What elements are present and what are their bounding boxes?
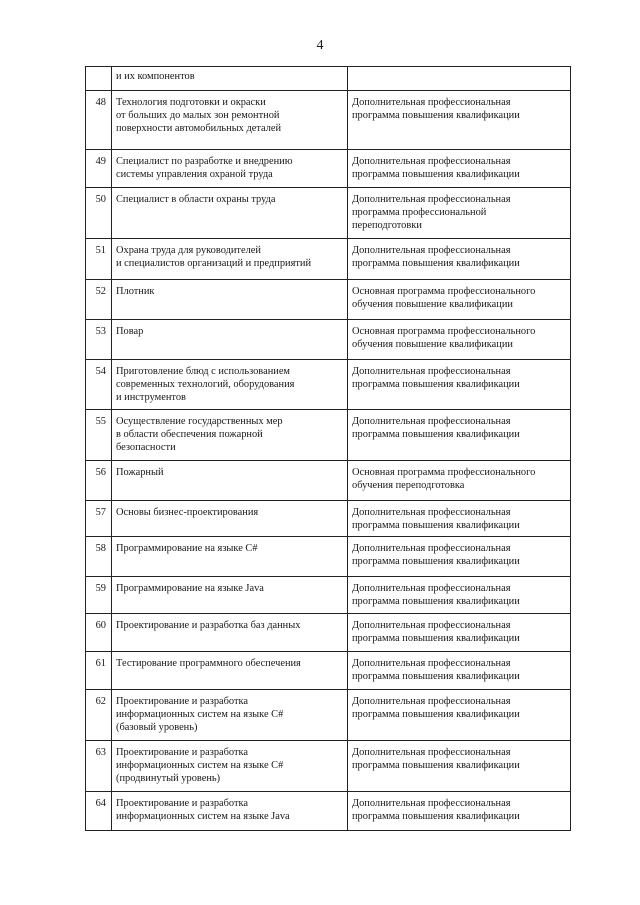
row-number: 50	[86, 188, 112, 239]
program-name: Плотник	[112, 280, 348, 320]
row-number: 61	[86, 652, 112, 690]
program-type	[348, 67, 571, 91]
program-type: Дополнительная профессиональная программа повышения квалификации	[348, 537, 571, 577]
program-type: Дополнительная профессиональная программа повышения квалификации	[348, 91, 571, 150]
row-number: 63	[86, 741, 112, 792]
row-number	[86, 67, 112, 91]
program-name: Повар	[112, 320, 348, 360]
program-type: Основная программа профессионального обучения переподготовка	[348, 461, 571, 501]
table-row	[86, 280, 571, 320]
table-row	[86, 652, 571, 690]
program-type: Дополнительная профессиональная программа повышения квалификации	[348, 239, 571, 280]
program-name: Программирование на языке C#	[112, 537, 348, 577]
row-number: 64	[86, 792, 112, 831]
row-number: 54	[86, 360, 112, 410]
program-name: Охрана труда для руководителей и специалистов организаций и предприятий	[112, 239, 348, 280]
program-type: Дополнительная профессиональная программа повышения квалификации	[348, 614, 571, 652]
program-type: Дополнительная профессиональная программа повышения квалификации	[348, 360, 571, 410]
table-row	[86, 690, 571, 741]
program-name: Проектирование и разработка информационных систем на языке C# (базовый уровень)	[112, 690, 348, 741]
program-name: Проектирование и разработка баз данных	[112, 614, 348, 652]
row-number: 59	[86, 577, 112, 614]
program-type: Основная программа профессионального обучения повышение квалификации	[348, 320, 571, 360]
program-type: Основная программа профессионального обучения повышение квалификации	[348, 280, 571, 320]
program-type: Дополнительная профессиональная программа повышения квалификации	[348, 741, 571, 792]
table-row	[86, 792, 571, 831]
program-name: Проектирование и разработка информационных систем на языке C# (продвинутый уровень)	[112, 741, 348, 792]
program-name: Проектирование и разработка информационных систем на языке Java	[112, 792, 348, 831]
row-number: 56	[86, 461, 112, 501]
programs-table-body	[86, 67, 571, 831]
program-type: Дополнительная профессиональная программа повышения квалификации	[348, 501, 571, 537]
table-row	[86, 537, 571, 577]
table-row	[86, 741, 571, 792]
row-number: 60	[86, 614, 112, 652]
row-number: 53	[86, 320, 112, 360]
program-name: и их компонентов	[112, 67, 348, 91]
table-row	[86, 150, 571, 188]
row-number: 58	[86, 537, 112, 577]
program-type: Дополнительная профессиональная программа повышения квалификации	[348, 577, 571, 614]
page-number: 4	[316, 38, 324, 53]
program-name: Пожарный	[112, 461, 348, 501]
program-name: Специалист в области охраны труда	[112, 188, 348, 239]
program-name: Основы бизнес-проектирования	[112, 501, 348, 537]
program-name: Технология подготовки и окраски от больших до малых зон ремонтной поверхности автомобильных деталей	[112, 91, 348, 150]
row-number: 57	[86, 501, 112, 537]
row-number: 51	[86, 239, 112, 280]
table-row	[86, 320, 571, 360]
program-type: Дополнительная профессиональная программа повышения квалификации	[348, 150, 571, 188]
program-name: Тестирование программного обеспечения	[112, 652, 348, 690]
table-row	[86, 410, 571, 461]
program-type: Дополнительная профессиональная программа повышения квалификации	[348, 410, 571, 461]
program-type: Дополнительная профессиональная программа повышения квалификации	[348, 690, 571, 741]
row-number: 52	[86, 280, 112, 320]
table-row	[86, 577, 571, 614]
table-row	[86, 239, 571, 280]
program-type: Дополнительная профессиональная программа профессиональной переподготовки	[348, 188, 571, 239]
table-row	[86, 614, 571, 652]
table-row	[86, 91, 571, 150]
row-number: 62	[86, 690, 112, 741]
program-name: Осуществление государственных мер в области обеспечения пожарной безопасности	[112, 410, 348, 461]
programs-table	[85, 66, 571, 831]
program-name: Программирование на языке Java	[112, 577, 348, 614]
program-type: Дополнительная профессиональная программа повышения квалификации	[348, 652, 571, 690]
table-row	[86, 461, 571, 501]
table-row	[86, 501, 571, 537]
table-row	[86, 360, 571, 410]
program-name: Специалист по разработке и внедрению системы управления охраной труда	[112, 150, 348, 188]
row-number: 49	[86, 150, 112, 188]
program-type: Дополнительная профессиональная программа повышения квалификации	[348, 792, 571, 831]
table-row-continuation	[86, 67, 571, 91]
table-row	[86, 188, 571, 239]
row-number: 55	[86, 410, 112, 461]
row-number: 48	[86, 91, 112, 150]
program-name: Приготовление блюд с использованием современных технологий, оборудования и инструментов	[112, 360, 348, 410]
